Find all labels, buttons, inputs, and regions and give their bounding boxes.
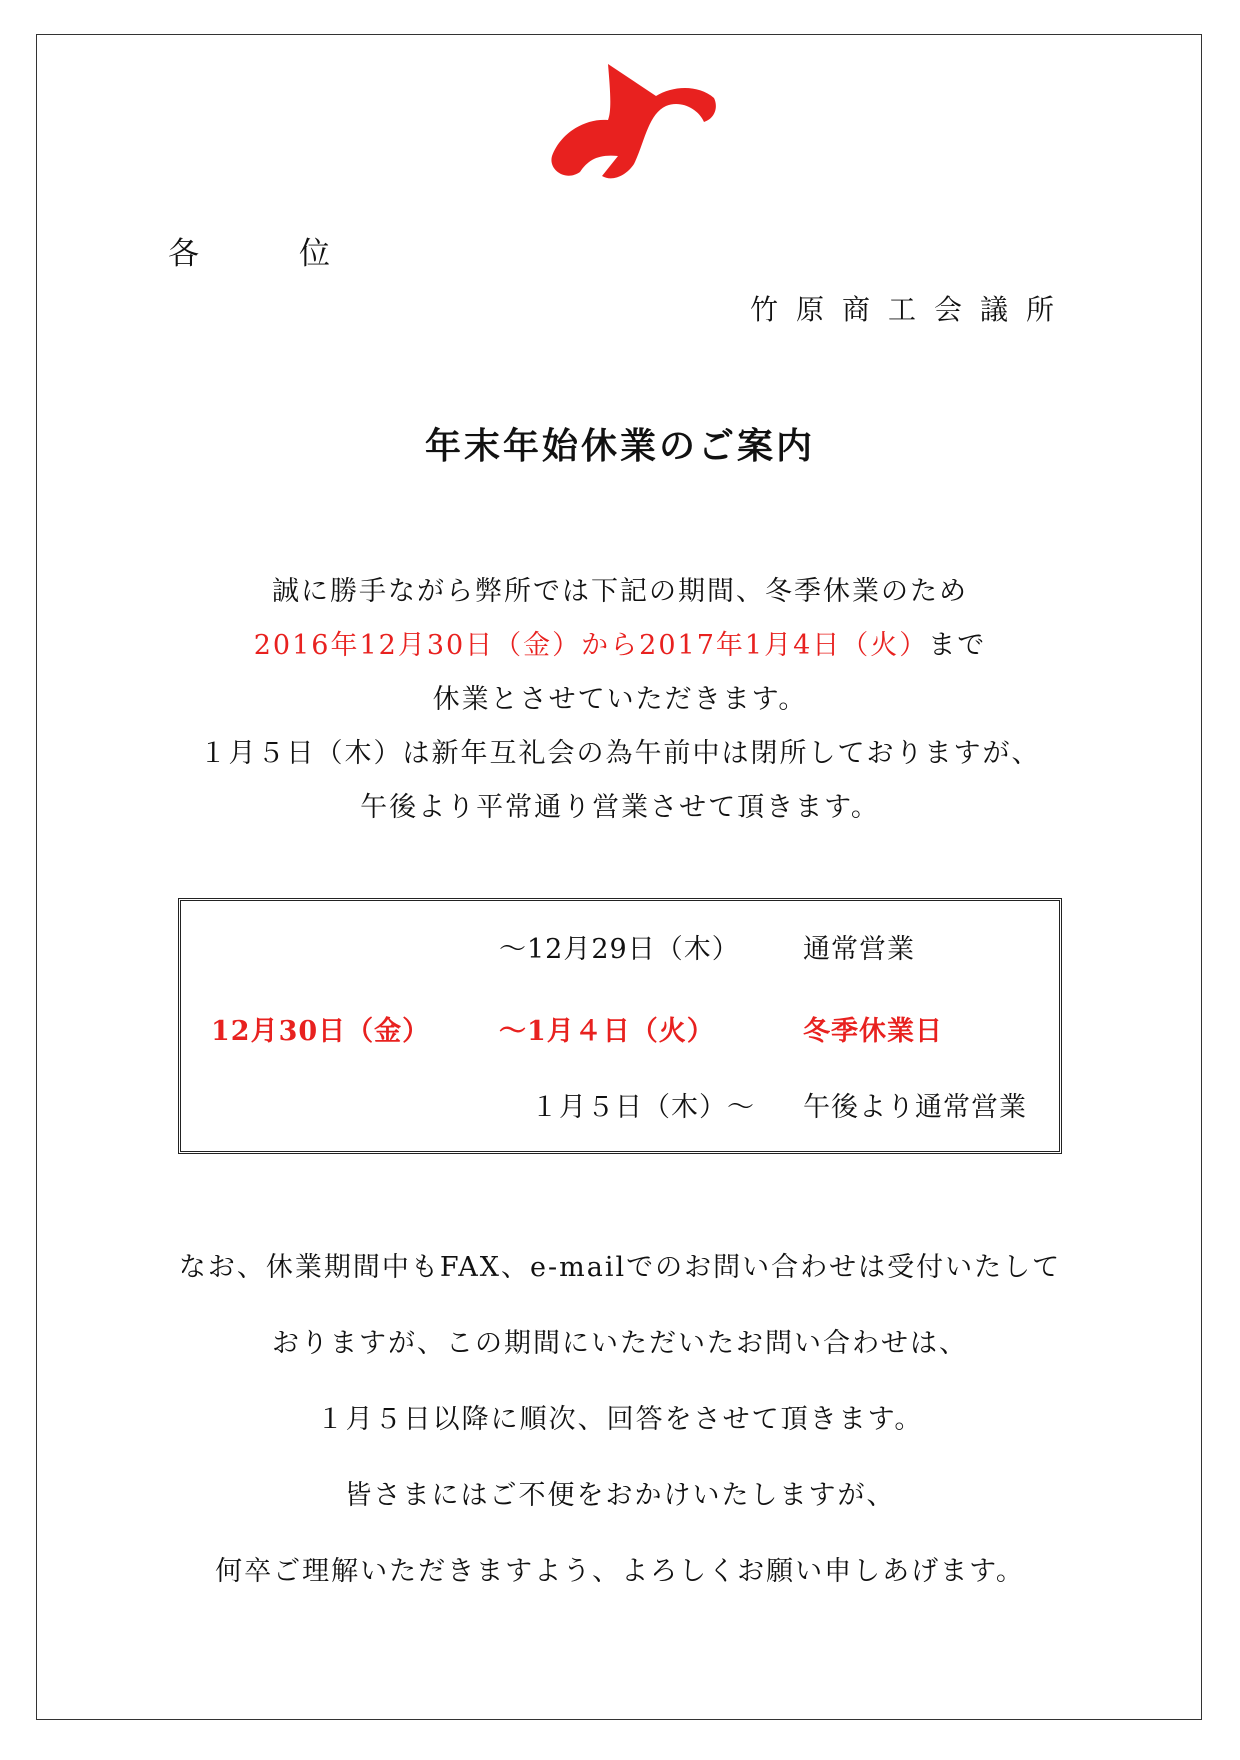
intro-line-4: １月５日（木）は新年互礼会の為午前中は閉所しておりますが、 bbox=[199, 738, 1041, 769]
intro-line-1: 誠に勝手ながら弊所では下記の期間、冬季休業のため bbox=[272, 576, 968, 607]
schedule-status: 午後より通常営業 bbox=[803, 1092, 1027, 1123]
schedule-status: 通常営業 bbox=[803, 934, 915, 965]
notes-line: 何卒ご理解いただきますよう、よろしくお願い申しあげます。 bbox=[215, 1556, 1025, 1587]
intro-paragraph bbox=[0, 565, 1240, 835]
schedule-status: 冬季休業日 bbox=[803, 1016, 943, 1047]
intro-line-3: 休業とさせていただきます。 bbox=[432, 684, 808, 715]
notes-paragraph bbox=[0, 1248, 1240, 1628]
addressee-char-1: 各 bbox=[168, 236, 199, 272]
closure-period: 2016年12月30日（金）から2017年1月4日（火） bbox=[253, 630, 929, 661]
notes-line: 皆さまにはご不便をおかけいたしますが、 bbox=[344, 1480, 896, 1511]
notes-line: １月５日以降に順次、回答をさせて頂きます。 bbox=[316, 1404, 924, 1435]
schedule-period: ～12月29日（木） bbox=[499, 934, 740, 965]
intro-line-2 bbox=[0, 619, 1240, 673]
addressee bbox=[168, 228, 330, 273]
addressee-char-2: 位 bbox=[299, 236, 330, 272]
closure-period-suffix: まで bbox=[928, 630, 987, 661]
schedule-period: ～1月４日（火） bbox=[499, 1016, 715, 1047]
schedule-period: １月５日（木）～ bbox=[531, 1092, 755, 1123]
page-title: 年末年始休業のご案内 bbox=[424, 425, 815, 467]
notes-line: なお、休業期間中もFAX、e-mailでのお問い合わせは受付いたして bbox=[178, 1252, 1062, 1283]
notes-line: おりますが、この期間にいただいたお問い合わせは、 bbox=[272, 1328, 968, 1359]
sender-name: 竹原商工会議所 bbox=[749, 293, 1072, 326]
intro-line-5: 午後より平常通り営業させて頂きます。 bbox=[360, 792, 880, 823]
chamber-of-commerce-logo-icon bbox=[548, 64, 718, 182]
schedule-box bbox=[178, 898, 1062, 1154]
schedule-start: 12月30日（金） bbox=[211, 1016, 431, 1047]
